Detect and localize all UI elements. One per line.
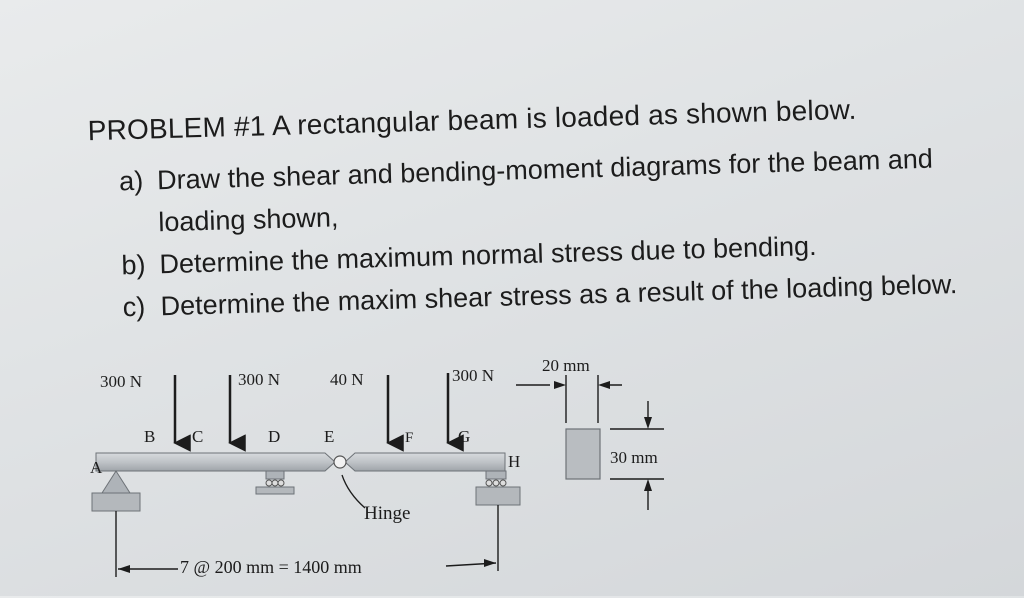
- dim-arrow-right: [484, 559, 496, 567]
- item-a-marker: a): [118, 165, 144, 197]
- section-rectangle: [566, 429, 600, 479]
- hinge-leader: [342, 475, 365, 508]
- dim-arrow-left: [118, 565, 130, 573]
- load-label-e: 40 N: [330, 370, 364, 389]
- item-c-marker: c): [122, 291, 146, 323]
- hinge-label: Hinge: [364, 503, 411, 524]
- item-a-cont-marker: [121, 231, 159, 232]
- hinge-pin: [334, 456, 346, 468]
- section-width-label: 20 mm: [542, 356, 590, 375]
- item-c-text: Determine the maxim shear stress as a result of the loading below.: [160, 269, 958, 322]
- point-label-h: H: [508, 452, 521, 471]
- load-label-g: 300 N: [452, 366, 495, 385]
- item-a-text: Draw the shear and bending-moment diagrams for the beam and: [156, 143, 934, 196]
- beam-figure: [80, 345, 690, 585]
- point-label-c: C: [192, 427, 204, 446]
- beam-right-segment: [345, 453, 505, 471]
- load-label-c: 300 N: [238, 370, 281, 389]
- item-a: [119, 144, 933, 198]
- beam-left-segment: [96, 453, 335, 471]
- point-label-e: E: [324, 427, 335, 446]
- item-b-text: Determine the maximum normal stress due to bending.: [159, 230, 817, 280]
- dimension-label: 7 @ 200 mm = 1400 mm: [180, 557, 362, 577]
- roller-support-h: [476, 471, 520, 505]
- item-a-cont-text: loading shown,: [157, 202, 339, 238]
- item-b: [121, 231, 817, 281]
- cross-section: [516, 375, 664, 510]
- roller-support-d: [256, 471, 294, 494]
- pin-support-a: [92, 471, 140, 511]
- point-label-f: F: [405, 430, 414, 446]
- point-label-d: D: [268, 427, 281, 446]
- item-a-continued: [120, 202, 339, 239]
- problem-title: PROBLEM #1 A rectangular beam is loaded as shown below.: [87, 93, 857, 147]
- point-label-g: G: [458, 427, 471, 446]
- item-b-marker: b): [121, 249, 146, 281]
- point-label-a: A: [90, 458, 103, 477]
- section-height-label: 30 mm: [610, 448, 658, 467]
- load-label-b: 300 N: [100, 372, 143, 391]
- point-label-b: B: [144, 427, 156, 446]
